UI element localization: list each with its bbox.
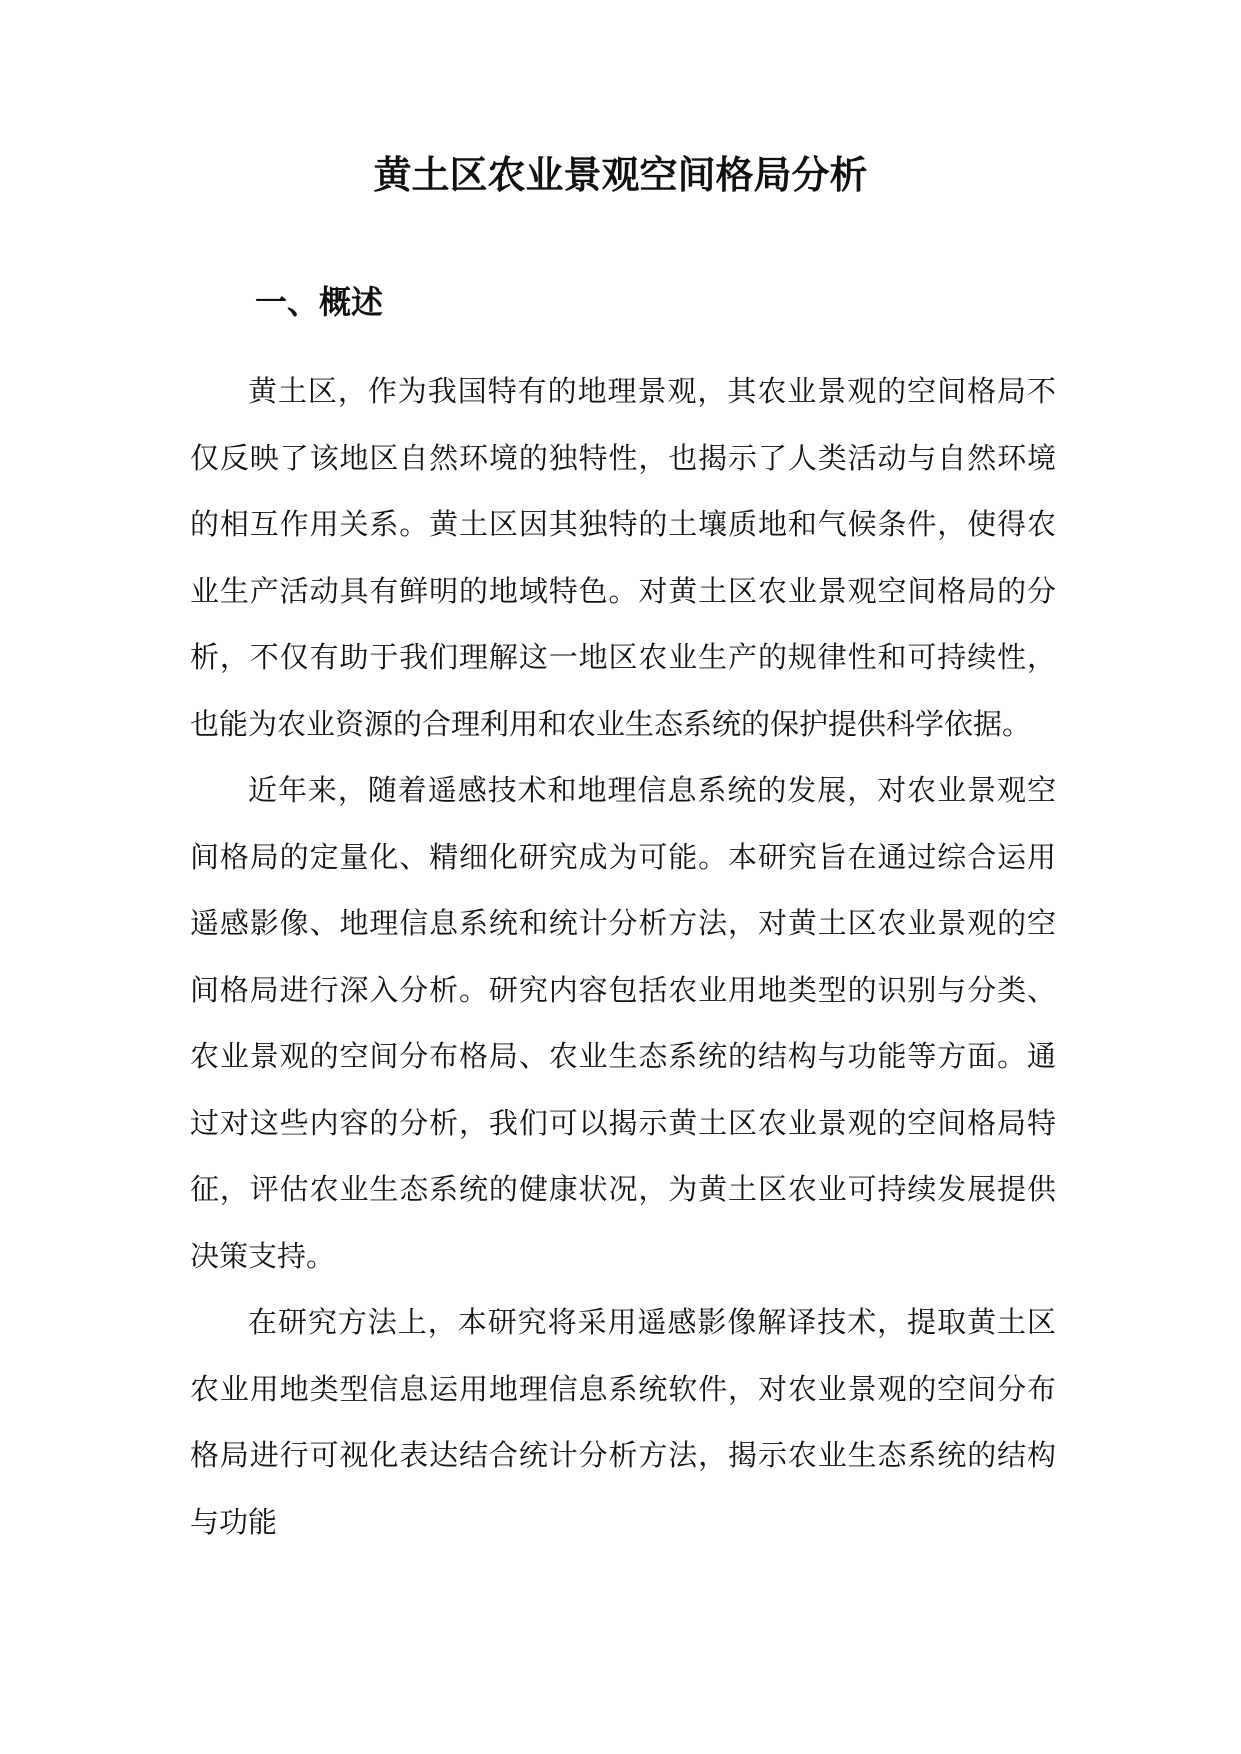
section-body [190, 358, 1056, 1555]
document-title: 黄土区农业景观空间格局分析 [373, 152, 868, 197]
paragraph: 在研究方法上，本研究将采用遥感影像解译技术，提取黄土区农业用地类型信息运用地理信息系统软件，对农业景观的空间分布格局进行可视化表达结合统计分析方法，揭示农业生态系统的结构与功能 [190, 1305, 1056, 1539]
section-heading: 一、概述 [255, 283, 384, 321]
paragraph: 黄土区，作为我国特有的地理景观，其农业景观的空间格局不仅反映了该地区自然环境的独特性，也揭示了人类活动与自然环境的相互作用关系。黄土区因其独特的土壤质地和气候条件，使得农业生产活动具有鲜明的地域特色。对黄土区农业景观空间格局的分析，不仅有助于我们理解这一地区农业生产的规律性和可持续性，也能为农业资源的合理利用和农业生态系统的保护提供科学依据。 [190, 374, 1056, 741]
paragraph: 近年来，随着遥感技术和地理信息系统的发展，对农业景观空间格局的定量化、精细化研究成为可能。本研究旨在通过综合运用遥感影像、地理信息系统和统计分析方法，对黄土区农业景观的空间格局进行深入分析。研究内容包括农业用地类型的识别与分类、农业景观的空间分布格局、农业生态系统的结构与功能等方面。通过对这些内容的分析，我们可以揭示黄土区农业景观的空间格局特征，评估农业生态系统的健康状况，为黄土区农业可持续发展提供决策支持。 [190, 773, 1056, 1273]
